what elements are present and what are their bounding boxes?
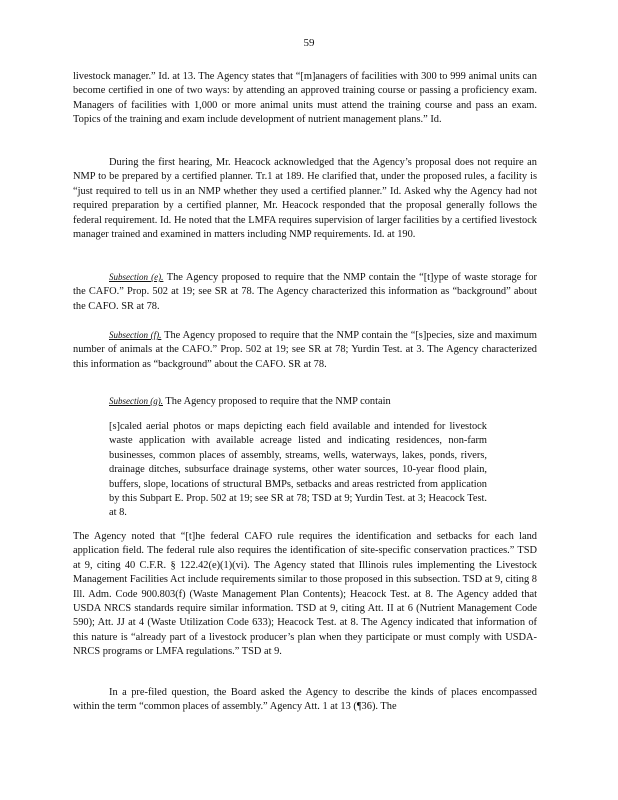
paragraph-subsection-e <box>73 270 537 314</box>
page-number: 59 <box>303 37 315 49</box>
subsection-e-label: Subsection (e). <box>109 272 164 282</box>
paragraph-subsection-g <box>73 394 537 409</box>
subsection-f-label: Subsection (f). <box>109 330 162 340</box>
paragraph-subsection-f <box>73 328 537 372</box>
subsection-f-text: The Agency proposed to require that the NMP contain the “[s]pecies, size and maximum number of animals at the CAFO.” Prop. 502 at 19; see SR at 78; Yurdin Test. at 3. The Agency characterized this information as “background” about the CAFO. SR at 78. <box>73 330 537 370</box>
paragraph-pre-filed-question: In a pre-filed question, the Board asked the Agency to describe the kinds of places encompassed within the term “common places of assembly.” Agency Att. 1 at 13 (¶36). The <box>73 687 537 713</box>
paragraph-manager-certification: livestock manager.” Id. at 13. The Agency states that “[m]anagers of facilities with 300 to 999 animal units can become certified in one of two ways: by attending an approved training course or passing a proficiency exam. Managers of facilities with 1,000 or more animal units must attend the training course and pass an exam. Topics of the training and exam include development of nutrient management plans.” Id. <box>73 71 537 126</box>
subsection-e-text: The Agency proposed to require that the NMP contain the “[t]ype of waste storage for the CAFO.” Prop. 502 at 19; see SR at 78. The Agency characterized this information as “background” about the CAFO. SR at 78. <box>73 272 538 312</box>
subsection-g-text: The Agency proposed to require that the NMP contain <box>163 396 391 407</box>
subsection-g-label: Subsection (g). <box>109 396 163 406</box>
paragraph-federal-cafo-rule: The Agency noted that “[t]he federal CAFO rule requires the identification and setbacks for each land application field. The federal rule also requires the identification of site-specific conservation practices.” TSD at 9, citing 40 C.F.R. § 122.42(e)(1)(vi). The Agency stated that Illinois rules implementing the Livestock Management Facilities Act include requirements similar to those proposed in this subsection. TSD at 9, citing 8 Ill. Adm. Code 900.803(f) (Waste Management Plan Contents); Heacock Test. at 8. The Agency added that USDA NRCS standards require similar information. TSD at 9, citing Att. II at 6 (Nutrient Management Code 590); Att. JJ at 4 (Waste Utilization Code 633); Heacock Test. at 8. The Agency indicated that information of this nature is “already part of a livestock producer’s plan when they participate or must comply with USDA-NRCS programs or LMFA regulations.” TSD at 9. <box>73 531 537 658</box>
paragraph-first-hearing: During the first hearing, Mr. Heacock acknowledged that the Agency’s proposal does not require an NMP to be prepared by a certified planner. Tr.1 at 189. He clarified that, under the proposed rules, a facility is “just required to tell us in an NMP whether they used a certified planner.” Id. Asked why the Agency had not required preparation by a certified planner, Mr. Heacock responded that the proposal generally follows the federal requirement. Id. He noted that the LMFA requires supervision of larger facilities by a certified livestock manager trained and examined in matters including NMP requirements. Id. at 190. <box>73 157 537 241</box>
block-quote-aerial-photos: [s]caled aerial photos or maps depicting each field available and intended for livestock waste application with available acreage listed and indicating residences, non-farm businesses, common places of assembly, streams, wells, waterways, lakes, ponds, rivers, drainage ditches, subsurface drainage systems, other water sources, 10-year flood plain, buffers, slope, locations of structural BMPs, setbacks and areas restricted from application by this Subpart E. Prop. 502 at 19; see SR at 78; TSD at 9; Yurdin Test. at 3; Heacock Test. at 8. <box>109 421 487 519</box>
